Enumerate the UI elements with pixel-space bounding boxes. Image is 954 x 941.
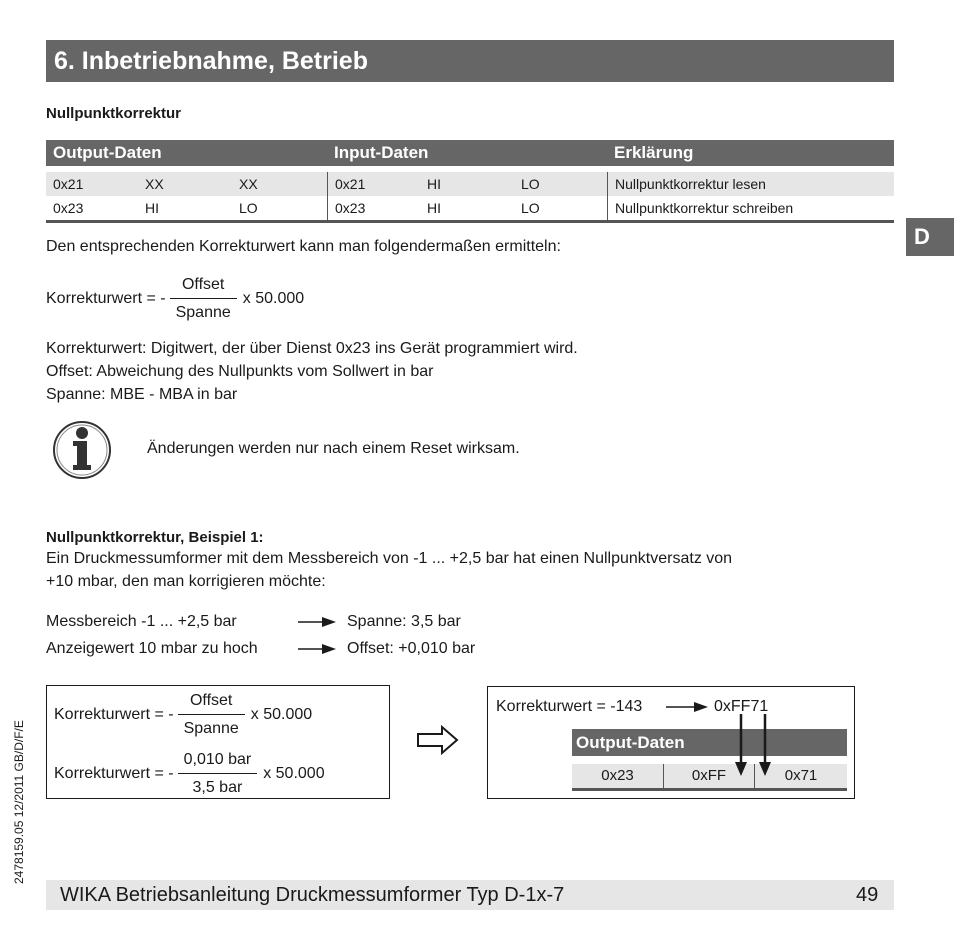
document-code: 2478159.05 12/2011 GB/D/F/E xyxy=(12,720,26,884)
calc-lhs: Korrekturwert = - xyxy=(54,765,174,782)
example-row2-left: Anzeigewert 10 mbar zu hoch xyxy=(46,640,258,657)
calc-denominator: 3,5 bar xyxy=(192,779,243,796)
arrow-right-icon xyxy=(666,699,710,715)
cell: XX xyxy=(145,176,164,192)
cell: HI xyxy=(145,200,159,216)
table-row xyxy=(46,196,894,220)
example-row1-right: Spanne: 3,5 bar xyxy=(347,613,461,630)
cell: LO xyxy=(521,176,540,192)
cell: HI xyxy=(427,200,441,216)
example-text-line: +10 mbar, den man korrigieren möchte: xyxy=(46,573,326,590)
calc-factor: x 50.000 xyxy=(263,765,325,782)
formula-lhs: Korrekturwert = - xyxy=(46,290,166,307)
mini-table-header: Output-Daten xyxy=(572,729,847,756)
cell: LO xyxy=(521,200,540,216)
header-explanation: Erklärung xyxy=(614,143,694,162)
example-text-line: Ein Druckmessumformer mit dem Messbereich von -1 ... +2,5 bar hat einen Nullpunktversatz von xyxy=(46,550,733,567)
mini-cell: 0xFF xyxy=(664,764,755,788)
formula xyxy=(46,273,304,324)
cell: Nullpunktkorrektur schreiben xyxy=(607,196,894,220)
formula-numerator: Offset xyxy=(170,273,237,299)
cell: 0x23 xyxy=(327,196,420,220)
arrow-right-icon xyxy=(298,614,338,630)
definition-line: Korrekturwert: Digitwert, der über Dienst 0x23 ins Gerät programmiert wird. xyxy=(46,340,578,357)
calc-numerator: Offset xyxy=(178,689,245,715)
definition-line: Spanne: MBE - MBA in bar xyxy=(46,386,238,403)
info-icon xyxy=(46,420,118,480)
mini-table-bottom-rule xyxy=(572,788,847,791)
arrow-right-icon xyxy=(298,641,338,657)
hollow-arrow-icon xyxy=(416,725,460,755)
cell: LO xyxy=(239,200,258,216)
cell: Nullpunktkorrektur lesen xyxy=(607,172,894,196)
formula-factor: x 50.000 xyxy=(242,290,305,307)
cell: 0x23 xyxy=(53,200,84,216)
calc-numerator: 0,010 bar xyxy=(178,748,258,774)
formula-fraction xyxy=(170,273,237,324)
command-table xyxy=(46,140,894,223)
page-number: 49 xyxy=(856,884,879,906)
calc-line-1 xyxy=(54,689,312,740)
table-bottom-rule xyxy=(46,220,894,223)
mini-cell: 0x71 xyxy=(784,767,818,784)
mini-cell: 0x23 xyxy=(572,764,664,788)
example-text xyxy=(46,547,732,593)
result-left: Korrekturwert = -143 xyxy=(496,698,643,715)
intro-text: Den entsprechenden Korrekturwert kann man folgendermaßen ermitteln: xyxy=(46,238,561,255)
calc-denominator: Spanne xyxy=(183,720,239,737)
header-output: Output-Daten xyxy=(53,143,162,162)
table-header xyxy=(46,140,894,166)
example-row1-left: Messbereich -1 ... +2,5 bar xyxy=(46,613,237,630)
calc-lhs: Korrekturwert = - xyxy=(54,706,174,723)
cell: XX xyxy=(239,176,258,192)
header-input: Input-Daten xyxy=(334,143,429,162)
example-title: Nullpunktkorrektur, Beispiel 1: xyxy=(46,529,264,546)
arrow-down-icons xyxy=(730,712,780,778)
language-tab: D xyxy=(906,218,954,256)
example-row2-right: Offset: +0,010 bar xyxy=(347,640,476,657)
calc-factor: x 50.000 xyxy=(250,706,313,723)
formula-denominator: Spanne xyxy=(175,304,231,321)
calc-fraction xyxy=(178,689,245,740)
subsection-title: Nullpunktkorrektur xyxy=(46,105,182,122)
mini-table-row xyxy=(572,764,847,788)
table-row xyxy=(46,172,894,196)
result-right: 0xFF71 xyxy=(714,698,769,715)
calc-line-2 xyxy=(54,748,325,799)
cell: 0x21 xyxy=(53,176,84,192)
info-note: Änderungen werden nur nach einem Reset wirksam. xyxy=(147,440,520,457)
cell: HI xyxy=(427,176,441,192)
cell: 0x21 xyxy=(327,172,420,196)
footer-title: WIKA Betriebsanleitung Druckmessumformer Typ D-1x-7 xyxy=(60,884,565,906)
definition-line: Offset: Abweichung des Nullpunkts vom Sollwert in bar xyxy=(46,363,434,380)
section-title: 6. Inbetriebnahme, Betrieb xyxy=(46,40,894,82)
calc-fraction xyxy=(178,748,258,799)
definitions xyxy=(46,337,578,406)
